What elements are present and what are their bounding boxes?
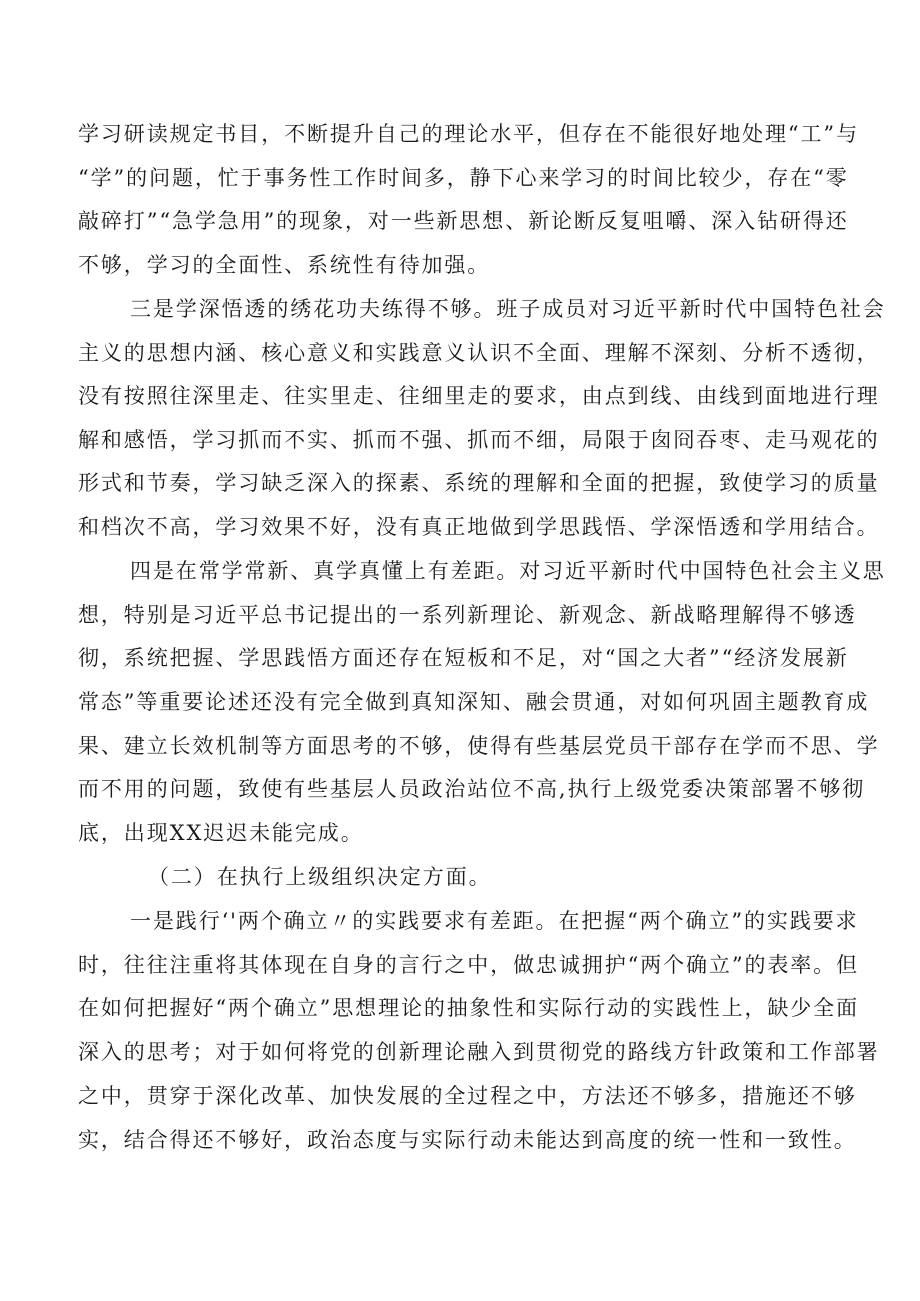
text-line: 之中，贯穿于深化改革、加快发展的全过程之中，方法还不够多，措施还不够	[78, 1084, 857, 1108]
text-line: 而不用的问题，致使有些基层人员政治站位不高,执行上级党委决策部署不够彻	[78, 777, 866, 801]
text-line: “学”的问题，忙于事务性工作时间多，静下心来学习的时间比较少，存在“零	[78, 166, 849, 190]
text-line: 四是在常学常新、真学真懂上有差距。对习近平新时代中国特色社会主义思	[130, 559, 886, 583]
text-line: 形式和节奏，学习缺乏深入的探素、系统的理解和全面的把握，致使学习的质量	[78, 471, 880, 495]
text-line: 果、建立长效机制等方面思考的不够，使得有些基层党员干部存在学而不思、学	[78, 734, 880, 758]
text-line: 敲碎打”“急学急用”的现象，对一些新思想、新论断反复咀嚼、深入钻研得还	[78, 209, 849, 233]
text-line: 主义的思想内涵、核心意义和实践意义认识不全面、理解不深刻、分析不透彻，	[78, 341, 880, 365]
text-line: 一是践行‘'两个确立〃的实践要求有差距。在把握“两个确立”的实践要求	[130, 909, 859, 933]
text-line: 底，出现XX迟迟未能完成。	[78, 821, 364, 845]
text-line: 深入的思考；对于如何将党的创新理论融入到贯彻党的路线方针政策和工作部署	[78, 1040, 880, 1064]
text-line: 解和感悟，学习抓而不实、抓而不强、抓而不细，局限于囱冏吞枣、走马观花的	[78, 428, 880, 452]
text-line: 彻，系统把握、学思践悟方面还存在短板和不足，对“国之大者”“经济发展新	[78, 646, 849, 670]
text-line: 常态”等重要论述还没有完全做到真知深知、融会贯通，对如何巩固主题教育成	[78, 690, 870, 714]
text-line: 没有按照往深里走、往实里走、往细里走的要求，由点到线、由线到面地进行理	[78, 384, 880, 408]
text-line: 和档次不高，学习效果不好，没有真正地做到学思践悟、学深悟透和学用结合。	[78, 515, 880, 539]
text-line: 在如何把握好“两个确立”思想理论的抽象性和实际行动的实践性上，缺少全面	[78, 996, 859, 1020]
text-line: 学习研读规定书目，不断提升自己的理论水平，但存在不能很好地处理“工”与	[78, 122, 859, 146]
section-heading: （二）在执行上级组织决定方面。	[148, 865, 492, 889]
text-line: 想，特别是习近平总书记提出的一系列新理论、新观念、新战略理解得不够透	[78, 603, 857, 627]
text-line: 三是学深悟透的绣花功夫练得不够。班子成员对习近平新时代中国特色社会	[130, 297, 886, 321]
text-line: 不够，学习的全面性、系统性有待加强。	[78, 253, 491, 277]
text-line: 时，往往注重将其体现在自身的言行之中，做忠诚拥护“两个确立”的表率。但	[78, 953, 859, 977]
text-line: 实，结合得还不够好，政治态度与实际行动未能达到高度的统一性和一致性。	[78, 1128, 857, 1152]
